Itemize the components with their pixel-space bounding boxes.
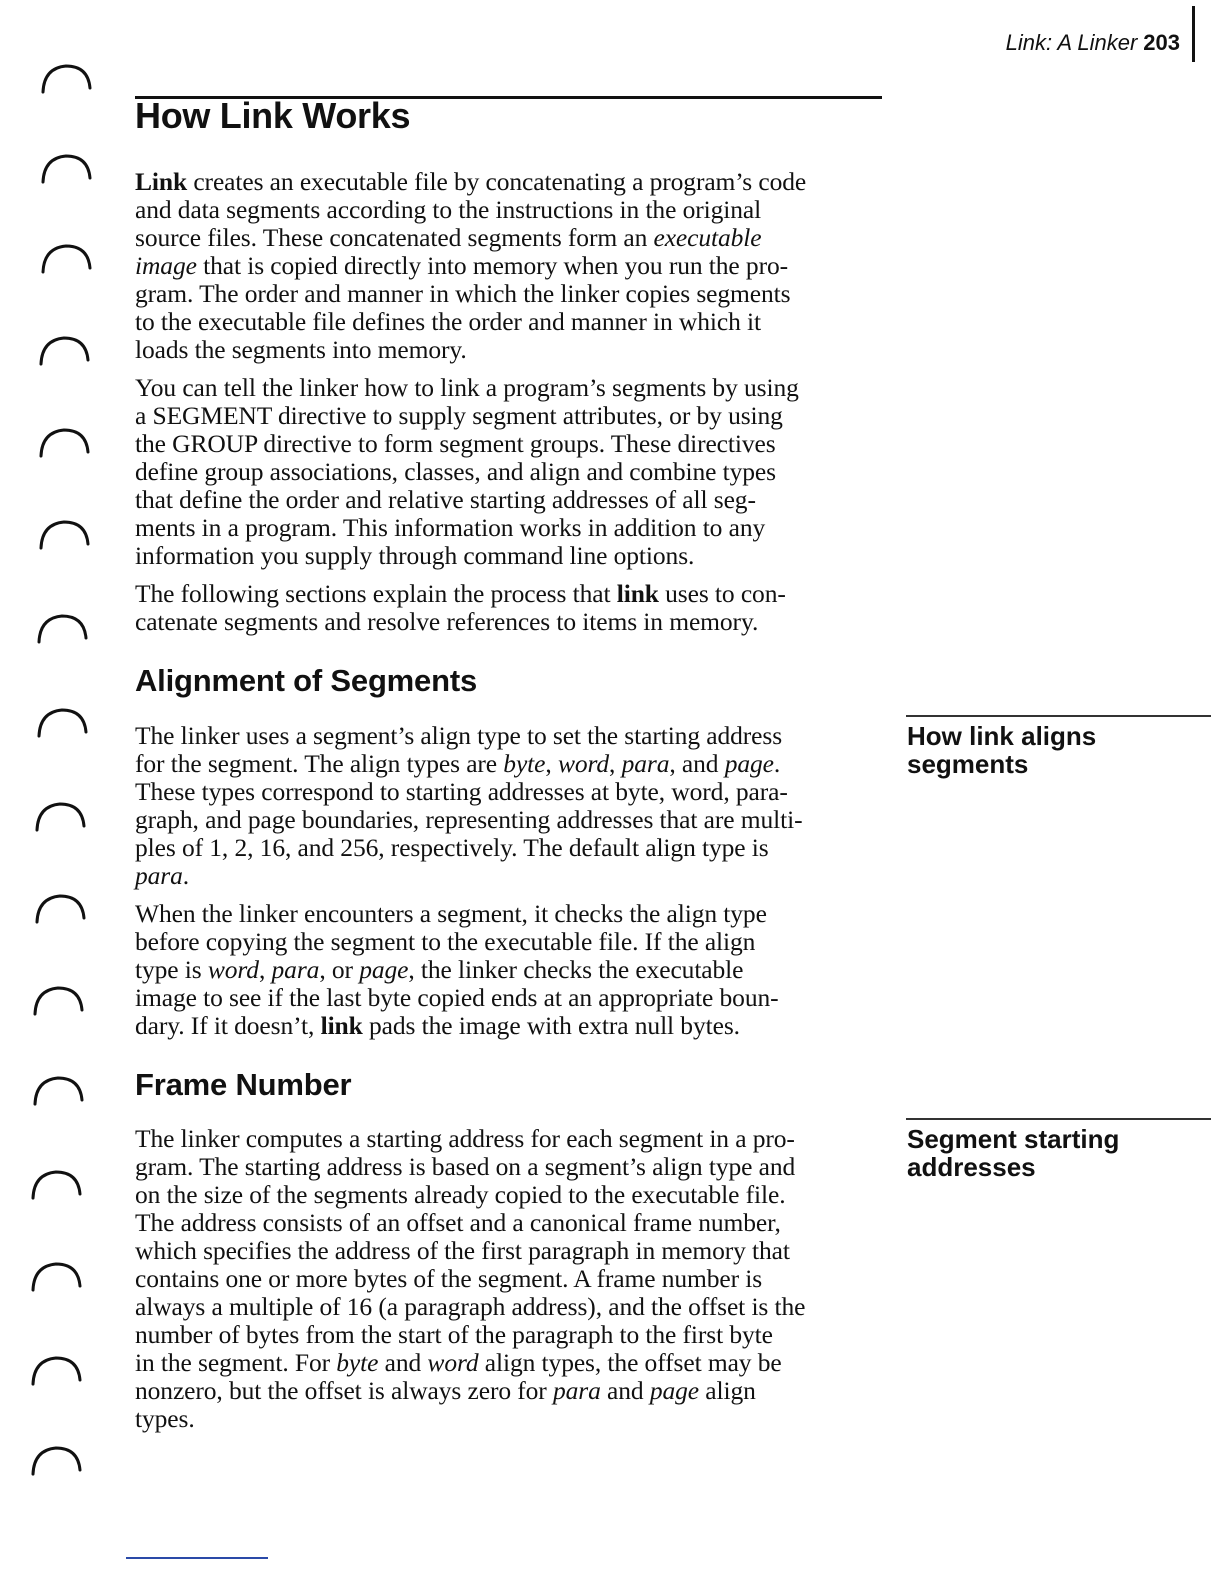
italic-term: para — [552, 1376, 601, 1405]
text-run: a SEGMENT directive to supply segment attributes, or by using — [135, 401, 783, 430]
binder-hole-icon — [39, 710, 86, 736]
text-run: , the linker checks the executable — [408, 955, 744, 984]
text-run: , — [258, 955, 272, 984]
binder-hole-icon — [43, 66, 90, 92]
text-line — [135, 1265, 895, 1293]
text-line — [135, 402, 895, 430]
body-paragraph — [135, 580, 895, 636]
binder-hole-icon — [33, 1448, 80, 1474]
text-run: These types correspond to starting addresses at byte, word, para- — [135, 777, 788, 806]
text-line — [135, 608, 895, 636]
text-run: before copying the segment to the executable file. If the align — [135, 927, 756, 956]
text-run: and — [600, 1376, 650, 1405]
binder-holes — [0, 0, 110, 1584]
binder-hole-icon — [39, 616, 86, 642]
text-run: catenate segments and resolve references to items in memory. — [135, 607, 759, 636]
binder-hole-icon — [37, 804, 84, 830]
text-run: , — [545, 749, 558, 778]
text-line — [135, 834, 895, 862]
binder-hole-icon — [33, 1172, 80, 1198]
italic-term: page — [359, 955, 409, 984]
footer-rule — [126, 1557, 268, 1559]
text-line — [135, 1321, 895, 1349]
text-run: image to see if the last byte copied ends at an appropriate boun- — [135, 983, 779, 1012]
section-heading-alignment: Alignment of Segments — [135, 663, 477, 698]
text-run: that define the order and relative starting addresses of all seg- — [135, 485, 756, 514]
text-run: The following sections explain the process that — [135, 579, 617, 608]
binder-hole-icon — [41, 430, 88, 456]
text-run: ments in a program. This information works in addition to any — [135, 513, 766, 542]
text-run: number of bytes from the start of the paragraph to the first byte — [135, 1320, 773, 1349]
bold-term: link — [320, 1011, 363, 1040]
text-line — [135, 900, 895, 928]
text-line — [135, 984, 895, 1012]
text-run: pads the image with extra null bytes. — [362, 1011, 740, 1040]
text-line — [135, 336, 895, 364]
text-run: on the size of the segments already copied to the executable file. — [135, 1180, 786, 1209]
text-run: You can tell the linker how to link a program’s segments by using — [135, 373, 799, 402]
text-run: information you supply through command line options. — [135, 541, 695, 570]
text-run: . — [182, 861, 190, 890]
text-run: creates an executable file by concatenating a program’s code — [187, 167, 807, 196]
text-run: uses to con- — [658, 579, 786, 608]
text-run: The linker computes a starting address for each segment in a pro- — [135, 1124, 795, 1153]
binder-hole-icon — [35, 1078, 82, 1104]
body-paragraph — [135, 168, 895, 364]
text-line — [135, 430, 895, 458]
italic-term: para — [135, 861, 183, 890]
text-line — [135, 956, 895, 984]
text-line — [135, 1125, 895, 1153]
italic-term: para — [271, 955, 320, 984]
text-run: type is — [135, 955, 208, 984]
text-line — [135, 580, 895, 608]
text-run: graph, and page boundaries, representing addresses that are multi- — [135, 805, 803, 834]
text-run: When the linker encounters a segment, it checks the align type — [135, 899, 767, 928]
text-run: gram. The starting address is based on a segment’s align type and — [135, 1152, 796, 1181]
binder-hole-icon — [43, 156, 90, 182]
text-run: nonzero, but the offset is always zero for — [135, 1376, 553, 1405]
text-line — [135, 750, 895, 778]
text-run: , or — [319, 955, 360, 984]
italic-term: image — [135, 251, 197, 280]
binder-hole-icon — [43, 246, 90, 272]
body-paragraph — [135, 1125, 895, 1433]
text-line — [135, 1293, 895, 1321]
section-heading-frame-number: Frame Number — [135, 1067, 352, 1102]
text-run: and data segments according to the instructions in the original — [135, 195, 762, 224]
text-line — [135, 514, 895, 542]
margin-rule — [906, 715, 1211, 717]
italic-term: byte — [503, 749, 546, 778]
italic-term: word — [427, 1348, 479, 1377]
margin-note-alignment: How link aligns segments — [907, 721, 1097, 779]
text-line — [135, 862, 895, 890]
text-run: always a multiple of 16 (a paragraph address), and the offset is the — [135, 1292, 806, 1321]
body-paragraph — [135, 900, 895, 1040]
text-line — [135, 722, 895, 750]
text-run: and — [378, 1348, 428, 1377]
text-line — [135, 1377, 895, 1405]
italic-term: word — [207, 955, 259, 984]
body-paragraph — [135, 722, 895, 890]
text-line — [135, 374, 895, 402]
text-run: types. — [135, 1404, 195, 1433]
text-run: align types, the offset may be — [478, 1348, 782, 1377]
running-head — [1006, 30, 1180, 56]
text-run: in the segment. For — [135, 1348, 337, 1377]
text-run: , — [609, 749, 622, 778]
binder-hole-icon — [41, 338, 88, 364]
text-run: contains one or more bytes of the segment. A frame number is — [135, 1264, 763, 1293]
text-line — [135, 1237, 895, 1265]
text-run: that is copied directly into memory when you run the pro- — [196, 251, 789, 280]
italic-term: page — [649, 1376, 700, 1405]
running-head-rule — [1192, 6, 1195, 62]
text-line — [135, 806, 895, 834]
text-line — [135, 1181, 895, 1209]
text-line — [135, 1349, 895, 1377]
binder-hole-icon — [35, 988, 82, 1014]
text-run: dary. If it doesn’t, — [135, 1011, 321, 1040]
text-run: , and — [669, 749, 725, 778]
text-run: gram. The order and manner in which the linker copies segments — [135, 279, 791, 308]
text-run: loads the segments into memory. — [135, 335, 467, 364]
text-line — [135, 168, 895, 196]
italic-term: byte — [336, 1348, 379, 1377]
running-head-title: Link: A Linker — [1005, 30, 1138, 55]
text-line — [135, 928, 895, 956]
margin-note-frame-number: Segment starting addresses — [907, 1124, 1120, 1182]
binder-hole-icon — [41, 522, 88, 548]
page-title: How Link Works — [135, 95, 411, 136]
text-line — [135, 224, 895, 252]
text-line — [135, 778, 895, 806]
text-run: ples of 1, 2, 16, and 256, respectively. The default align type is — [135, 833, 769, 862]
text-run: align — [699, 1376, 756, 1405]
text-run: The linker uses a segment’s align type to set the starting address — [135, 721, 783, 750]
text-line — [135, 196, 895, 224]
text-line — [135, 280, 895, 308]
binder-hole-icon — [33, 1358, 80, 1384]
text-line — [135, 1405, 895, 1433]
binder-hole-icon — [37, 896, 84, 922]
text-run: which specifies the address of the first paragraph in memory that — [135, 1236, 790, 1265]
bold-term: link — [616, 579, 659, 608]
text-line — [135, 458, 895, 486]
text-line — [135, 542, 895, 570]
text-run: . — [773, 749, 781, 778]
text-run: define group associations, classes, and align and combine types — [135, 457, 776, 486]
italic-term: executable — [653, 223, 762, 252]
text-run: to the executable file defines the order and manner in which it — [135, 307, 761, 336]
italic-term: page — [724, 749, 774, 778]
text-line — [135, 1209, 895, 1237]
text-line — [135, 486, 895, 514]
italic-term: para — [621, 749, 670, 778]
text-run: The address consists of an offset and a canonical frame number, — [135, 1208, 781, 1237]
text-run: source files. These concatenated segments form an — [135, 223, 654, 252]
text-line — [135, 1153, 895, 1181]
text-run: for the segment. The align types are — [135, 749, 504, 778]
bold-term: Link — [135, 167, 188, 196]
text-line — [135, 1012, 895, 1040]
text-run: the GROUP directive to form segment groups. These directives — [135, 429, 776, 458]
body-paragraph — [135, 374, 895, 570]
margin-rule — [906, 1118, 1211, 1120]
italic-term: word — [557, 749, 610, 778]
page-number: 203 — [1143, 30, 1180, 55]
text-line — [135, 308, 895, 336]
binder-hole-icon — [33, 1264, 80, 1290]
text-line — [135, 252, 895, 280]
